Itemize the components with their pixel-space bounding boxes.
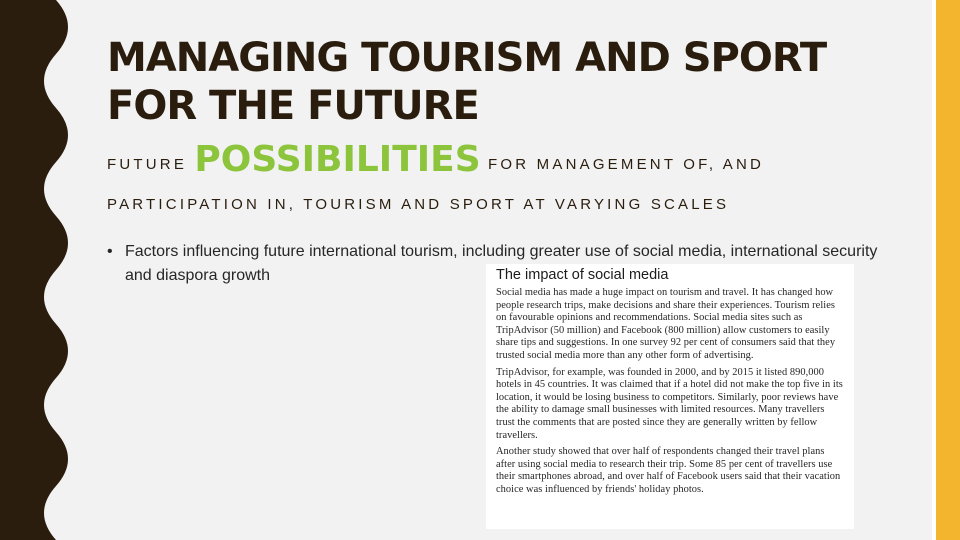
social-media-excerpt-image [486,264,854,529]
bullet-marker: • [107,243,113,260]
right-accent-band [936,0,960,540]
excerpt-paragraph-2: TripAdvisor, for example, was founded in 2000, and by 2015 it listed 890,000 hotels in 45 countries. It was claimed that if a hotel did not make the top five in its location, it would be losing business to competitors. Similarly, poor reviews have the ability to damage small businesses with limited resources. Many travellers trust the comments that are posted since they are generally written by fellow travellers. [496,366,843,441]
subtitle-line-2: PARTICIPATION IN, TOURISM AND SPORT AT VARYING SCALES [107,196,730,213]
slide-title: MANAGING TOURISM AND SPORT FOR THE FUTURE [107,35,827,129]
subtitle-emphasis: POSSIBILITIES [194,139,481,180]
excerpt-paragraph-3: Another study showed that over half of respondents changed their travel plans after using social media to research their trip. Some 85 per cent of travellers use their smartphones abroad, and over half of Facebook users said that their vacation choice was influenced by friends' holiday photos. [496,446,841,495]
excerpt-paragraph-1: Social media has made a huge impact on tourism and travel. It has changed how people research trips, make decisions and share their experiences. Tourism relies on favourable opinions and recommendations. Social media sites such as TripAdvisor (50 million) and Facebook (800 million) allow customers to easily share tips and suggestions. In one survey 92 per cent of consumers said that they trusted social media more than any other form of advertising. [496,287,836,361]
bullet-text: Factors influencing future international tourism, including greater use of social media, international security and diaspora growth [125,243,878,284]
slide-subtitle [107,133,827,232]
left-decorative-wave-band [0,0,80,540]
excerpt-heading: The impact of social media [496,267,669,283]
subtitle-prefix: FUTURE [107,156,188,173]
subtitle-rest: FOR MANAGEMENT OF, AND [488,156,765,173]
